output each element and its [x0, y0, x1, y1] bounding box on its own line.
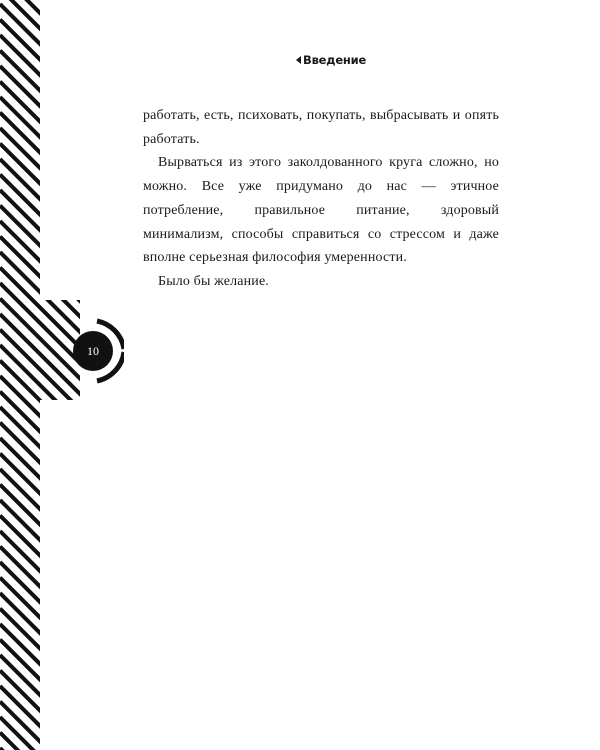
stripe-line	[0, 190, 100, 290]
stripe-line	[0, 531, 100, 631]
stripe-line	[0, 671, 100, 750]
stripe-line	[0, 4, 100, 104]
stripe-line	[0, 159, 100, 259]
stripe-line	[0, 128, 100, 228]
stripe-line	[0, 221, 100, 321]
triangle-left-icon	[296, 56, 301, 64]
stripe-line	[0, 516, 100, 616]
stripe-line	[0, 454, 100, 554]
stripe-line	[0, 438, 100, 538]
stripe-line	[0, 733, 100, 750]
stripe-line	[0, 640, 100, 740]
stripe-line	[0, 609, 100, 709]
stripe-line	[0, 175, 100, 275]
section-header[interactable]	[296, 53, 366, 67]
stripe-line	[0, 578, 100, 678]
body-text	[143, 104, 499, 294]
stripe-line	[0, 469, 100, 569]
paragraph-1: работать, есть, психовать, покупать, выбрасывать и опять работать.	[143, 108, 499, 147]
section-title: Введение	[303, 53, 367, 67]
stripe-line	[0, 206, 100, 306]
stripe-line	[0, 113, 100, 213]
stripe-line	[0, 376, 100, 476]
stripe-line	[0, 20, 100, 120]
stripe-line	[0, 593, 100, 693]
stripe-line	[0, 237, 100, 337]
stripe-line	[0, 51, 100, 151]
stripe-line	[0, 0, 100, 89]
stripe-line	[0, 562, 100, 662]
stripe-line	[0, 423, 100, 523]
stripe-line	[0, 624, 100, 724]
stripe-line	[0, 361, 100, 461]
stripe-line	[0, 392, 100, 492]
stripe-line	[0, 35, 100, 135]
paragraph-3: Было бы желание.	[158, 273, 269, 289]
stripe-line	[0, 407, 100, 507]
stripe-line	[0, 500, 100, 600]
page-number-badge	[73, 331, 113, 371]
decorative-stripe-band	[0, 0, 124, 750]
stripe-line	[0, 547, 100, 647]
stripe-line	[0, 82, 100, 182]
paragraph-2: Вырваться из этого заколдованного круга сложно, но можно. Все уже придумано до нас — этичное потребление, правильное питание, здоровый минимализм, способы справиться со стрессом и даже вполне серьезная философия умеренности.	[143, 155, 499, 266]
page-number: 10	[87, 343, 99, 358]
stripe-line	[0, 66, 100, 166]
stripe-line	[0, 485, 100, 585]
stripe-line	[0, 702, 100, 750]
stripe-line	[0, 144, 100, 244]
stripe-line	[0, 97, 100, 197]
